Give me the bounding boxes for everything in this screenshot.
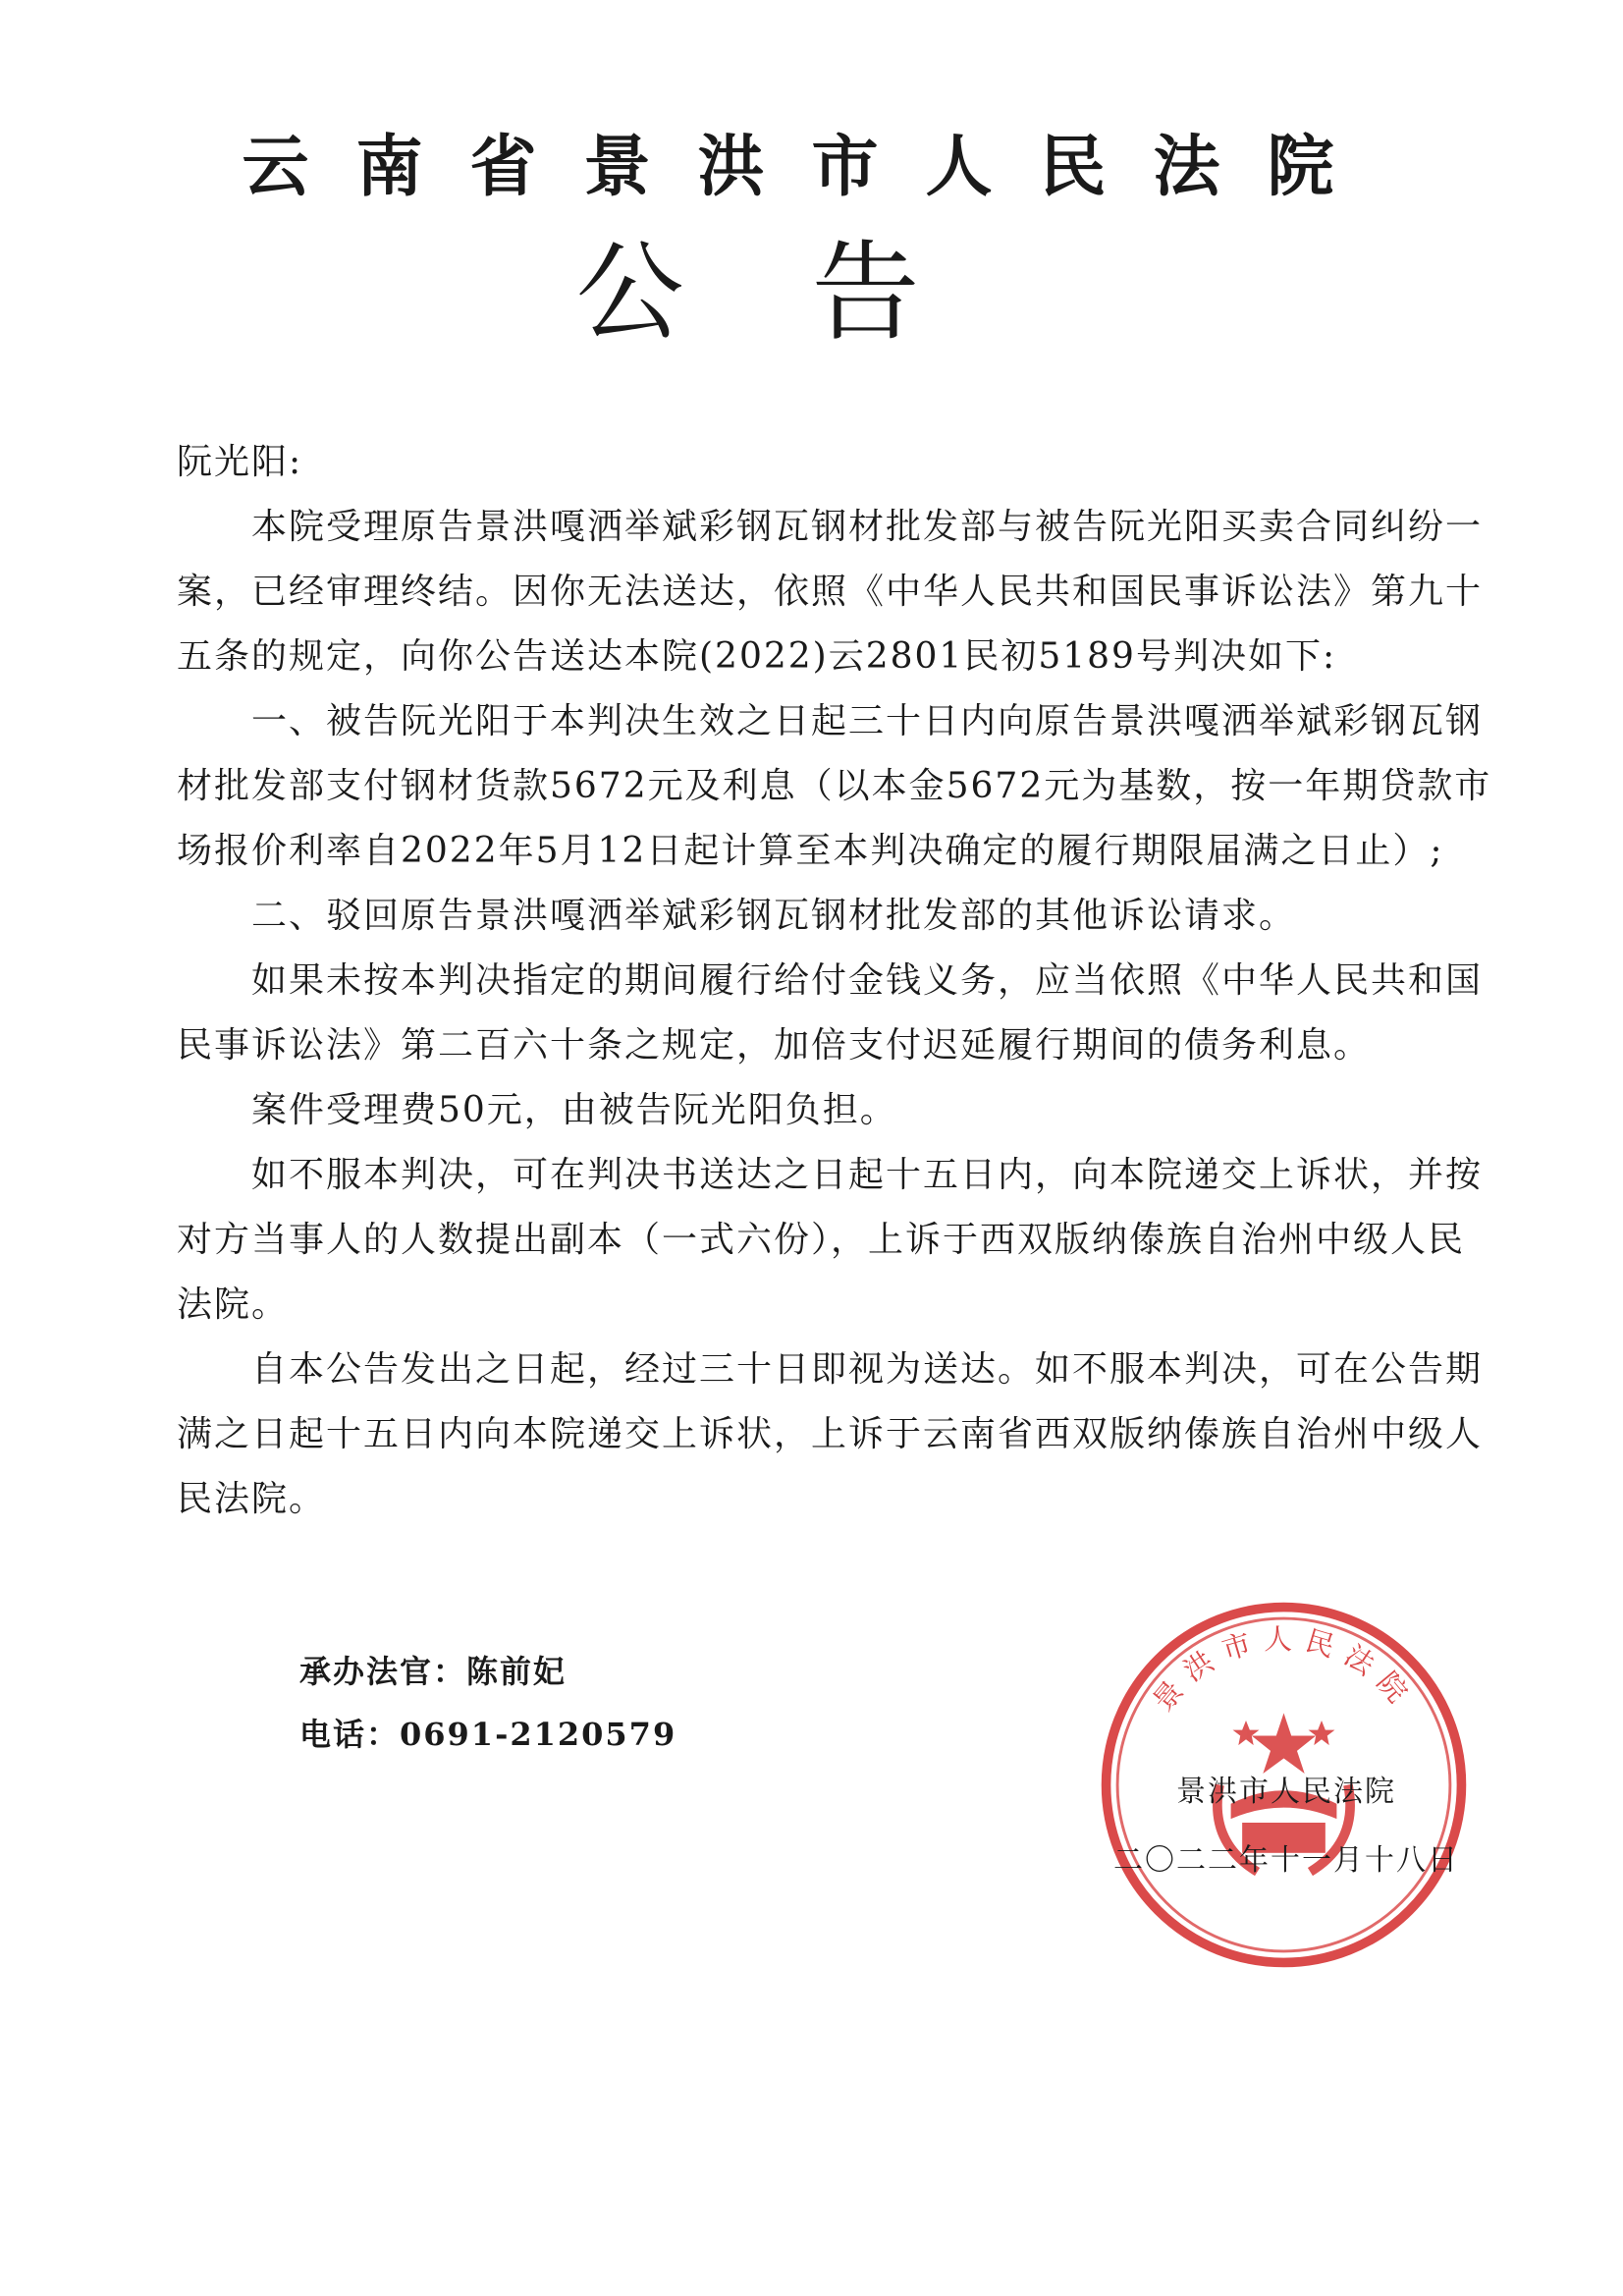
paragraph-appeal: 如不服本判决，可在判决书送达之日起十五日内，向本院递交上诉状，并按对方当事人的人数提出副本（一式六份），上诉于西双版纳傣族自治州中级人民法院。	[177, 1155, 1484, 1325]
paragraph-ruling-1: 一、被告阮光阳于本判决生效之日起三十日内向原告景洪嘎洒举斌彩钢瓦钢材批发部支付钢材货款5672元及利息（以本金5672元为基数，按一年期贷款市场报价利率自2022年5月12日起计算至本判决确定的履行期限届满之日止）;	[177, 701, 1492, 871]
signature-block	[1080, 1758, 1492, 1895]
paragraph-intro: 本院受理原告景洪嘎洒举斌彩钢瓦钢材批发部与被告阮光阳买卖合同纠纷一案，已经审理终结。因你无法送达，依照《中华人民共和国民事诉讼法》第九十五条的规定，向你公告送达本院(2022)云2801民初5189号判决如下:	[177, 507, 1484, 677]
judge-line: 承办法官：陈前妃	[299, 1653, 568, 1690]
court-title: 云南省景洪市人民法院	[242, 128, 1381, 206]
addressee: 阮光阳:	[177, 442, 303, 482]
paragraph-late-interest: 如果未按本判决指定的期间履行给付金钱义务，应当依照《中华人民共和国民事诉讼法》第二百六十条之规定，加倍支付迟延履行期间的债务利息。	[177, 960, 1484, 1066]
seal-text: 景洪市人民法院	[1146, 1621, 1422, 1718]
signature-court: 景洪市人民法院	[1176, 1775, 1396, 1809]
paragraph-court-fee: 案件受理费50元，由被告阮光阳负担。	[251, 1090, 897, 1130]
notice-body	[177, 430, 1497, 1532]
paragraph-ruling-2: 二、驳回原告景洪嘎洒举斌彩钢瓦钢材批发部的其他诉讼请求。	[251, 896, 1297, 936]
paragraph-service-notice: 自本公告发出之日起，经过三十日即视为送达。如不服本判决，可在公告期满之日起十五日内向本院递交上诉状，上诉于云南省西双版纳傣族自治州中级人民法院。	[177, 1349, 1484, 1519]
signature-date: 二〇二二年十一月十八日	[1113, 1843, 1459, 1878]
phone-line: 电话：0691-2120579	[299, 1716, 677, 1753]
document-title: 公告	[575, 230, 1048, 355]
contact-block	[299, 1640, 676, 1766]
